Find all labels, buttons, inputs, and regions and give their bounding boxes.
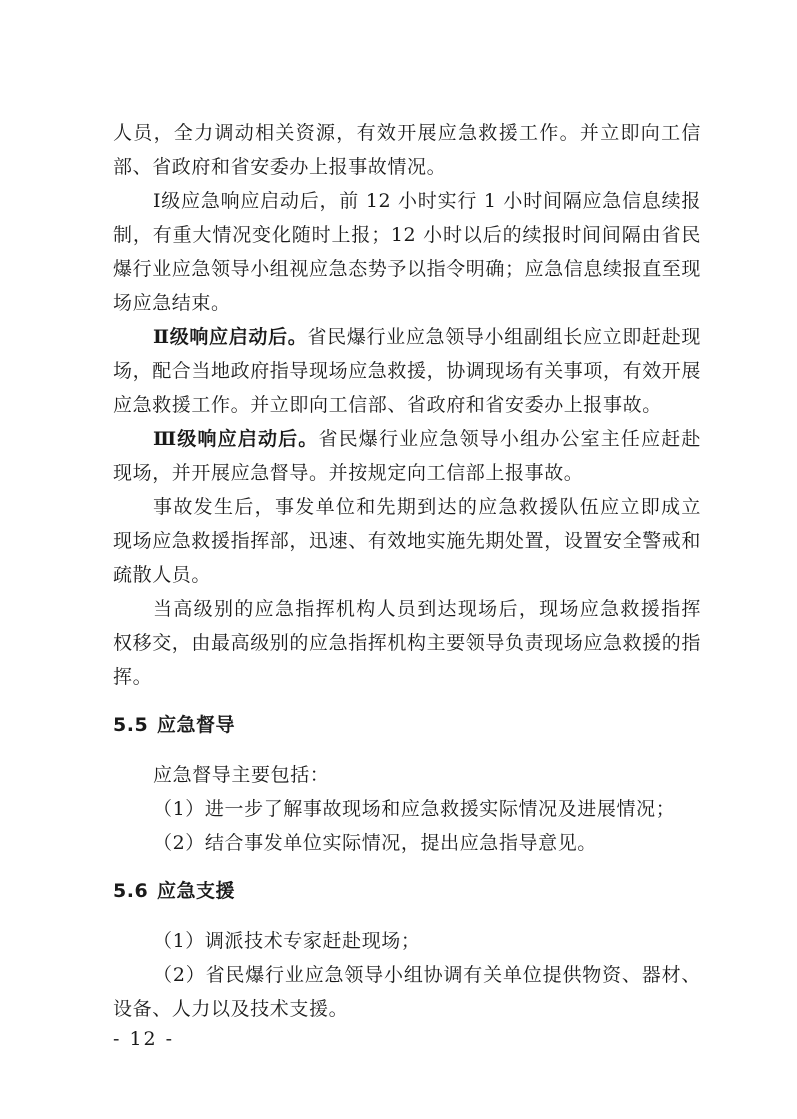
section-5-5-intro: 应急督导主要包括： xyxy=(153,764,330,786)
section-heading-5-6 xyxy=(113,874,701,908)
paragraph-level3-response xyxy=(113,422,701,490)
paragraph-command-transfer: 当高级别的应急指挥机构人员到达现场后，现场应急救援指挥权移交，由最高级别的应急指挥机构主要领导负责现场应急救援的指挥。 xyxy=(113,598,702,688)
section-5-5-item-2: （2）结合事发单位实际情况，提出应急指导意见。 xyxy=(153,832,597,854)
section-number-5-6: 5.6 xyxy=(113,880,149,902)
section-number-5-5: 5.5 xyxy=(113,714,149,736)
page-number: - 12 - xyxy=(113,1028,175,1050)
section-title-5-6: 应急支援 xyxy=(157,880,236,902)
paragraph-level1-reporting: Ⅰ级应急响应启动后，前 12 小时实行 1 小时间隔应急信息续报制，有重大情况变化随时上报；12 小时以后的续报时间间隔由省民爆行业应急领导小组视应急态势予以指令明确；应急信息续报直至现场应急结束。 xyxy=(113,190,702,314)
section-5-6-item-1: （1）调派技术专家赶赴现场； xyxy=(153,930,421,952)
paragraph-on-site-command: 事故发生后，事发单位和先期到达的应急救援队伍应立即成立现场应急救援指挥部，迅速、有效地实施先期处置，设置安全警戒和疏散人员。 xyxy=(113,496,702,586)
section-heading-5-5 xyxy=(113,708,701,742)
level2-text: 省民爆行业应急领导小组副组长应立即赶赴现场，配合当地政府指导现场应急救援，协调现场有关事项，有效开展应急救援工作。并立即向工信部、省政府和省安委办上报事故。 xyxy=(113,326,702,416)
section-title-5-5: 应急督导 xyxy=(157,714,236,736)
level3-text: 省民爆行业应急领导小组办公室主任应赶赴现场，并开展应急督导。并按规定向工信部上报事故。 xyxy=(113,428,701,484)
paragraph-continuation: 人员，全力调动相关资源，有效开展应急救援工作。并立即向工信部、省政府和省安委办上报事故情况。 xyxy=(113,122,701,178)
section-5-6-item-2: （2）省民爆行业应急领导小组协调有关单位提供物资、器材、设备、人力以及技术支援。 xyxy=(113,964,701,1020)
level2-lead: Ⅱ级响应启动后。 xyxy=(153,326,308,348)
section-5-5-item-1: （1）进一步了解事故现场和应急救援实际情况及进展情况； xyxy=(153,798,676,820)
paragraph-level2-response xyxy=(113,320,701,422)
level3-lead: Ⅲ级响应启动后。 xyxy=(153,428,319,450)
document-body xyxy=(113,116,701,1026)
